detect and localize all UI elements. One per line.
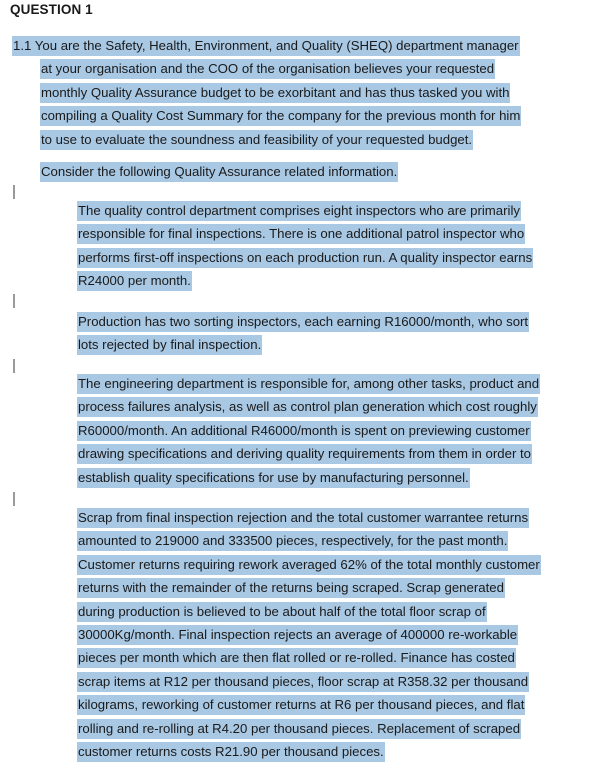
question-heading: QUESTION 1 — [10, 2, 93, 17]
intro-line-text: to use to evaluate the soundness and feasibility of your requested budget. — [40, 130, 473, 150]
item-line: Customer returns requiring rework averaged 62% of the total monthly customer — [77, 555, 541, 575]
info-item-inspectors — [77, 199, 533, 293]
intro-line — [12, 128, 521, 151]
intro-line — [12, 57, 521, 80]
item-line: responsible for final inspections. There is one additional patrol inspector who — [77, 224, 525, 244]
intro-line-text: You are the Safety, Health, Environment, and Quality (SHEQ) department manager — [34, 38, 519, 53]
item-line: kilograms, reworking of customer returns at R6 per thousand pieces, and flat — [77, 695, 525, 715]
item-line: Production has two sorting inspectors, each earning R16000/month, who sort — [77, 312, 529, 332]
intro-paragraph — [12, 34, 521, 151]
item-line: establish quality specifications for use by manufacturing personnel. — [77, 468, 470, 488]
item-line: Scrap from final inspection rejection and the total customer warrantee returns — [77, 508, 529, 528]
intro-line — [12, 104, 521, 127]
intro-line-text: monthly Quality Assurance budget to be exorbitant and has thus tasked you with — [40, 83, 510, 103]
item-line: performs first-off inspections on each production run. A quality inspector earns — [77, 248, 533, 268]
info-item-sorting — [77, 310, 529, 357]
change-bar — [13, 359, 15, 373]
item-line: amounted to 219000 and 333500 pieces, respectively, for the past month. — [77, 531, 508, 551]
intro-line-text: at your organisation and the COO of the organisation believes your requested — [40, 59, 495, 79]
item-line: R24000 per month. — [77, 271, 192, 291]
item-line: drawing specifications and deriving quality requirements from them in order to — [77, 444, 532, 464]
item-line: The engineering department is responsible for, among other tasks, product and — [77, 374, 540, 394]
item-line: lots rejected by final inspection. — [77, 335, 262, 355]
item-line: scrap items at R12 per thousand pieces, floor scrap at R358.32 per thousand — [77, 672, 529, 692]
question-number: 1.1 — [13, 38, 32, 53]
item-line: returns with the remainder of the returns being scraped. Scrap generated — [77, 578, 505, 598]
change-bar — [13, 185, 15, 199]
item-line: process failures analysis, as well as control plan generation which cost roughly — [77, 397, 538, 417]
intro-line — [12, 34, 521, 57]
item-line: customer returns costs R21.90 per thousand pieces. — [77, 742, 385, 762]
intro-line-text: compiling a Quality Cost Summary for the company for the previous month for him — [40, 106, 521, 126]
item-line: during production is believed to be about half of the total floor scrap of — [77, 602, 487, 622]
item-line: pieces per month which are then flat rolled or re-rolled. Finance has costed — [77, 648, 516, 668]
item-line: rolling and re-rolling at R4.20 per thousand pieces. Replacement of scraped — [77, 719, 521, 739]
change-bar — [13, 294, 15, 308]
consider-text: Consider the following Quality Assurance related information. — [40, 162, 398, 182]
info-item-scrap — [77, 506, 541, 763]
item-line: 30000Kg/month. Final inspection rejects an average of 400000 re-workable — [77, 625, 518, 645]
change-bar — [13, 492, 15, 506]
intro-line — [12, 81, 521, 104]
consider-paragraph — [40, 160, 398, 183]
info-item-engineering — [77, 372, 540, 489]
item-line: R60000/month. An additional R46000/month is spent on previewing customer — [77, 421, 531, 441]
item-line: The quality control department comprises eight inspectors who are primarily — [77, 201, 521, 221]
